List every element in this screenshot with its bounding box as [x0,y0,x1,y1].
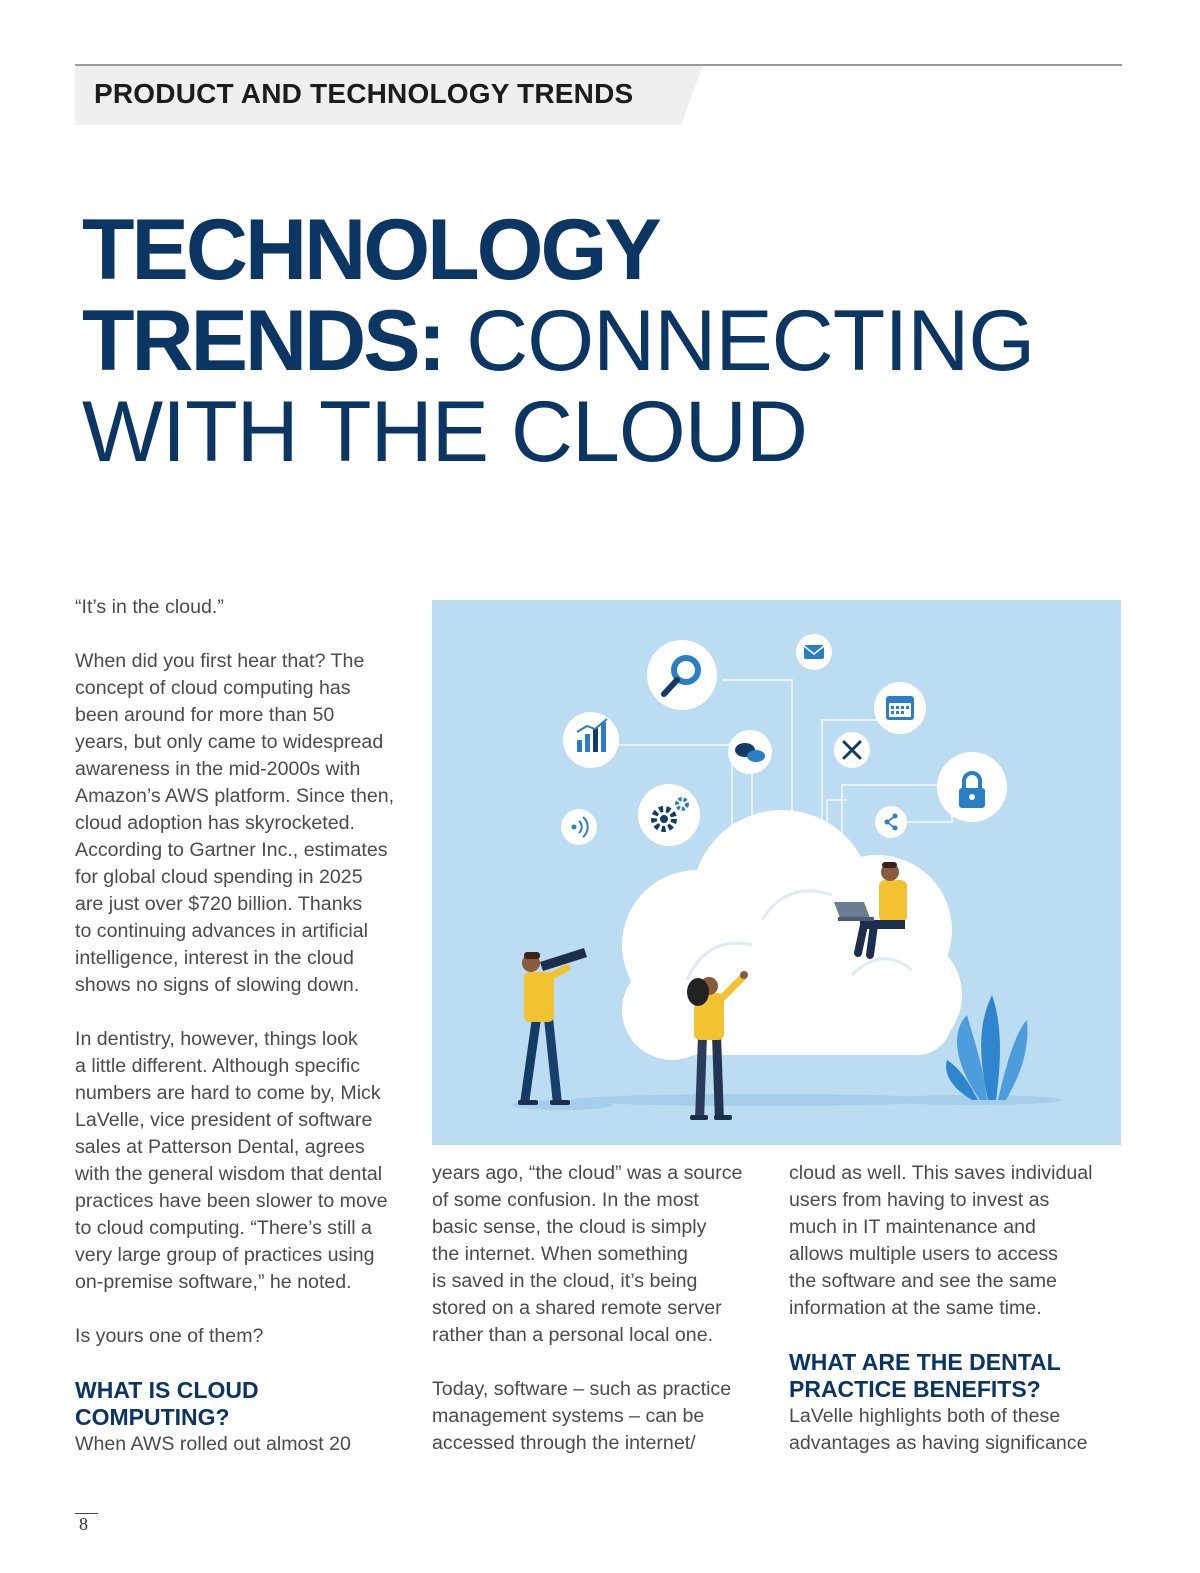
text-line: Is yours one of them? [75,1325,264,1347]
text-line: years ago, “the cloud” was a source [432,1162,743,1184]
subheading-benefits [789,1349,1124,1403]
gears-icon [638,784,700,846]
paragraph [789,1403,1124,1457]
paragraph [75,648,410,999]
header-rule [75,64,1122,66]
text-line: awareness in the mid-2000s with [75,758,361,780]
text-line: a little different. Although specific [75,1055,361,1077]
body-column-1 [75,594,410,1458]
text-line: Today, software – such as practice [432,1378,732,1400]
text-line: much in IT maintenance and [789,1216,1036,1238]
title-line-1: TECHNOLOGY [82,202,659,298]
text-line: users from having to invest as [789,1189,1050,1211]
text-line: intelligence, interest in the cloud [75,947,354,969]
text-line: LaVelle, vice president of software [75,1109,373,1131]
text-line: cloud as well. This saves individual [789,1162,1093,1184]
text-line: to continuing advances in artificial [75,920,368,942]
paragraph [75,594,410,621]
text-line: In dentistry, however, things look [75,1028,358,1050]
signal-icon [561,809,597,845]
text-line: According to Gartner Inc., estimates [75,839,388,861]
text-line: the internet. When something [432,1243,688,1265]
text-line: COMPUTING? [75,1404,230,1430]
text-line: WHAT IS CLOUD [75,1377,259,1403]
search-icon [647,640,717,710]
text-line: shows no signs of slowing down. [75,974,360,996]
text-line: on-premise software,” he noted. [75,1271,352,1293]
text-line: “It’s in the cloud.” [75,596,224,618]
text-line: When AWS rolled out almost 20 [75,1433,351,1455]
paragraph [75,1431,410,1458]
text-line: Amazon’s AWS platform. Since then, [75,785,395,807]
text-line: are just over $720 billion. Thanks [75,893,363,915]
mail-icon [796,634,832,670]
text-line: WHAT ARE THE DENTAL [789,1349,1061,1375]
page-number: 8 [79,1514,88,1534]
text-line: LaVelle highlights both of these [789,1405,1061,1427]
tools-icon [834,732,870,768]
paragraph [789,1160,1124,1322]
text-line: sales at Patterson Dental, agrees [75,1136,365,1158]
text-line: been around for more than 50 [75,704,335,726]
text-line: practices have been slower to move [75,1190,388,1212]
cloud-illustration [432,600,1121,1145]
paragraph [432,1160,767,1349]
text-line: When did you first hear that? The [75,650,365,672]
text-line: stored on a shared remote server [432,1297,722,1319]
bar-chart-icon [563,712,619,768]
text-line: is saved in the cloud, it’s being [432,1270,698,1292]
paragraph [432,1376,767,1457]
person-with-telescope [518,948,587,1105]
text-line: of some confusion. In the most [432,1189,699,1211]
text-line: numbers are hard to come by, Mick [75,1082,381,1104]
text-line: basic sense, the cloud is simply [432,1216,707,1238]
calendar-icon [874,682,926,734]
body-column-2 [432,1160,767,1457]
text-line: PRACTICE BENEFITS? [789,1376,1041,1402]
subheading-what-is-cloud [75,1377,410,1431]
cloud-shape [622,810,962,1060]
body-column-3 [789,1160,1124,1457]
title-line-2-bold: TRENDS: [82,293,444,389]
text-line: the software and see the same [789,1270,1057,1292]
text-line: very large group of practices using [75,1244,375,1266]
chat-icon [728,730,772,774]
text-line: for global cloud spending in 2025 [75,866,363,888]
text-line: cloud adoption has skyrocketed. [75,812,355,834]
text-line: to cloud computing. “There’s still a [75,1217,372,1239]
text-line: years, but only came to widespread [75,731,384,753]
section-label: PRODUCT AND TECHNOLOGY TRENDS [94,78,634,109]
text-line: with the general wisdom that dental [75,1163,383,1185]
lock-icon [937,752,1007,822]
paragraph [75,1026,410,1296]
text-line: advantages as having significance [789,1432,1088,1454]
title-line-3: WITH THE CLOUD [82,384,807,480]
share-icon [875,806,907,838]
title-line-2-light: CONNECTING [443,293,1035,389]
text-line: information at the same time. [789,1297,1042,1319]
article-title [82,202,1035,480]
text-line: management systems – can be [432,1405,705,1427]
text-line: rather than a personal local one. [432,1324,714,1346]
text-line: concept of cloud computing has [75,677,351,699]
text-line: allows multiple users to access [789,1243,1058,1265]
paragraph [75,1323,410,1350]
text-line: accessed through the internet/ [432,1432,696,1454]
